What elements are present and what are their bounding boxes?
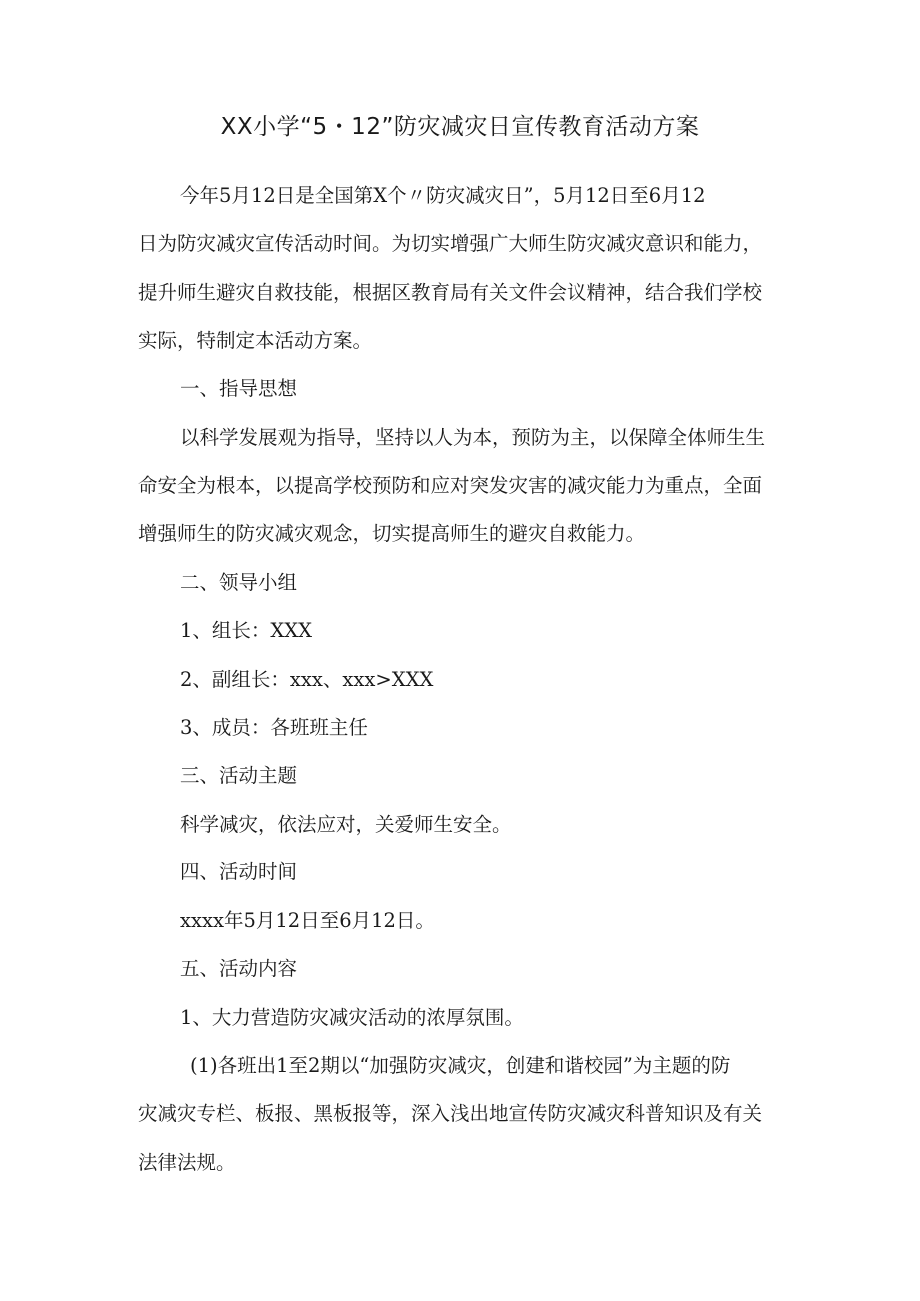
- section-5-heading: 五、活动内容: [180, 957, 298, 980]
- section-5-sub-1-line-2: 灾减灾专栏、板报、黑板报等，深入浅出地宣传防灾减灾科普知识及有关: [138, 1102, 763, 1125]
- deputy-leader-item: 2、副组长：xxx、xxx>XXX: [180, 668, 434, 691]
- section-3-heading: 三、活动主题: [180, 764, 298, 787]
- section-5-sub-1-line-1: (1)各班出1至2期以“加强防灾减灾，创建和谐校园”为主题的防: [190, 1054, 731, 1077]
- section-1-line-2: 命安全为根本，以提高学校预防和应对突发灾害的减灾能力为重点，全面: [138, 474, 763, 497]
- section-4-heading: 四、活动时间: [180, 860, 298, 883]
- section-1-heading: 一、指导思想: [180, 377, 298, 400]
- section-5-sub-1-line-3: 法律法规。: [138, 1151, 236, 1174]
- members-item: 3、成员：各班班主任: [180, 716, 368, 739]
- section-1-line-3: 增强师生的防灾减灾观念，切实提高师生的避灾自救能力。: [138, 522, 646, 545]
- section-1-line-1: 以科学发展观为指导，坚持以人为本，预防为主，以保障全体师生生: [180, 426, 766, 449]
- intro-line-2: 日为防灾减灾宣传活动时间。为切实增强广大师生防灾减灾意识和能力，: [138, 232, 763, 255]
- document-title: XX小学“5・12”防灾减灾日宣传教育活动方案: [220, 114, 700, 140]
- leader-item: 1、组长：XXX: [180, 619, 313, 642]
- section-4-text: xxxx年5月12日至6月12日。: [180, 909, 435, 932]
- section-5-item-1: 1、大力营造防灾减灾活动的浓厚氛围。: [180, 1006, 524, 1029]
- section-2-heading: 二、领导小组: [180, 571, 298, 594]
- section-3-text: 科学减灾，依法应对，关爱师生安全。: [180, 813, 512, 836]
- intro-line-1: 今年5月12日是全国第X个〃防灾减灾日”，5月12日至6月12: [180, 184, 706, 207]
- intro-line-4: 实际，特制定本活动方案。: [138, 329, 373, 352]
- intro-line-3: 提升师生避灾自救技能，根据区教育局有关文件会议精神，结合我们学校: [138, 281, 763, 304]
